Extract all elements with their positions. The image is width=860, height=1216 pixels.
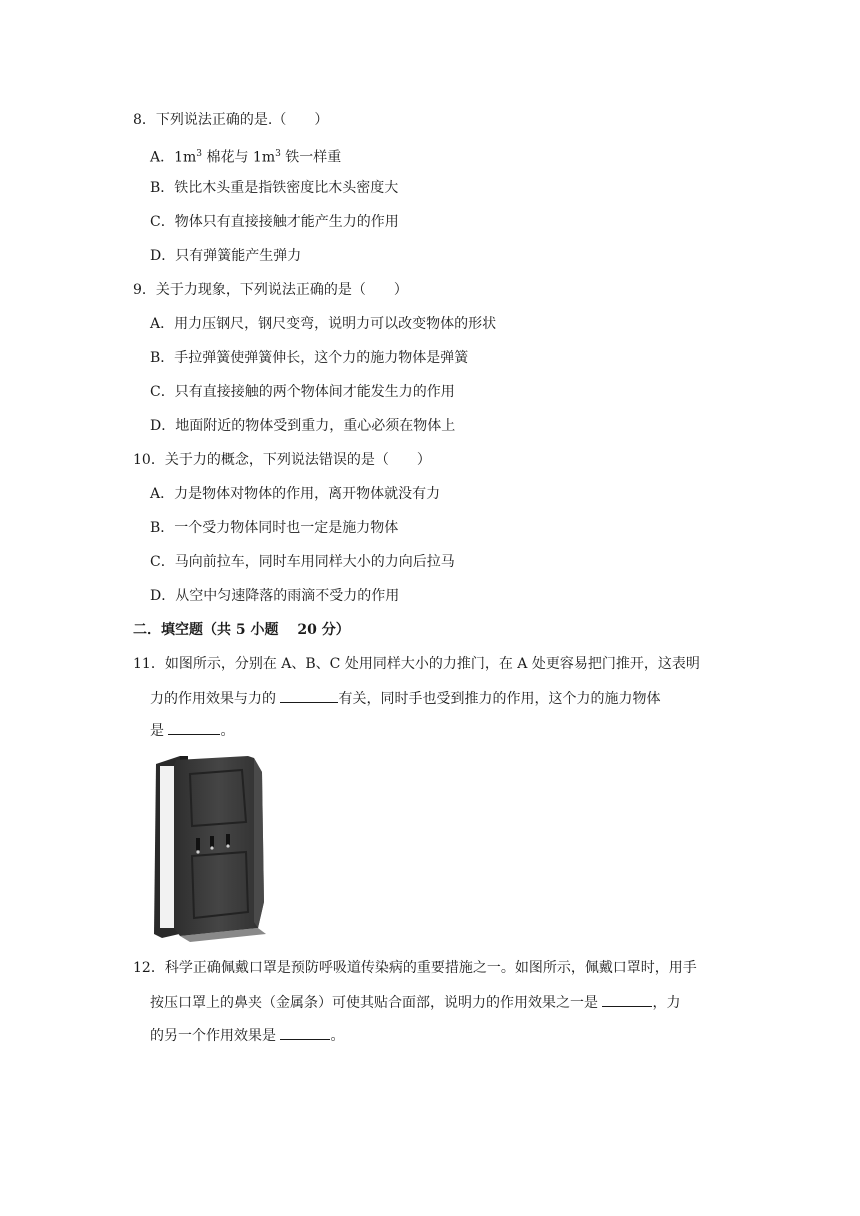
question-11-line-2 — [150, 687, 660, 709]
option-a-text-3: 铁一样重 — [280, 149, 342, 166]
door-illustration — [150, 752, 272, 942]
question-11-text: 力的作用效果与力的 — [150, 691, 281, 707]
question-11-line-3 — [150, 719, 234, 741]
option-a-text-2: 棉花与 1m — [202, 149, 276, 166]
question-10-option-b: B．一个受力物体同时也一定是施力物体 — [150, 520, 399, 536]
question-12-text: ，力 — [652, 995, 681, 1011]
question-11-line-1: 11．如图所示，分别在 A、B、C 处用同样大小的力推门，在 A 处更容易把门推开，这表明 — [133, 656, 700, 672]
question-9-option-a: A．用力压钢尺，钢尺变弯，说明力可以改变物体的形状 — [150, 316, 497, 332]
question-12-text: 。 — [330, 1028, 345, 1044]
superscript-2: 3 — [275, 149, 281, 159]
question-11-text: 。 — [220, 723, 235, 739]
question-9-option-c: C．只有直接接触的两个物体间才能发生力的作用 — [150, 384, 455, 400]
question-8-option-c: C．物体只有直接接触才能产生力的作用 — [150, 214, 399, 230]
answer-blank[interactable] — [168, 719, 220, 735]
question-11-text: 有关，同时手也受到推力的作用，这个力的施力物体 — [338, 691, 661, 707]
superscript-1: 3 — [196, 149, 203, 159]
door-figure — [150, 752, 272, 942]
question-9-stem: 9．关于力现象，下列说法正确的是（ ） — [133, 282, 408, 298]
question-11-text: 是 — [150, 723, 169, 739]
answer-blank[interactable] — [602, 991, 652, 1007]
question-10-stem: 10．关于力的概念，下列说法错误的是（ ） — [133, 452, 431, 468]
answer-blank[interactable] — [280, 1024, 330, 1040]
option-a-text-1: A．1m — [150, 149, 197, 166]
question-10-option-c: C．马向前拉车，同时车用同样大小的力向后拉马 — [150, 554, 455, 570]
question-8-option-a — [150, 144, 341, 168]
question-8-stem: 8．下列说法正确的是.（ ） — [133, 112, 329, 128]
question-12-line-2 — [150, 991, 680, 1013]
answer-blank[interactable] — [280, 687, 338, 703]
door-leaf — [174, 756, 264, 936]
question-10-option-a: A．力是物体对物体的作用，离开物体就没有力 — [150, 486, 441, 502]
question-8-option-b: B．铁比木头重是指铁密度比木头密度大 — [150, 180, 399, 196]
question-12-line-1: 12．科学正确佩戴口罩是预防呼吸道传染病的重要措施之一。如图所示，佩戴口罩时，用手 — [133, 960, 697, 976]
question-12-text: 按压口罩上的鼻夹（金属条）可使其贴合面部，说明力的作用效果之一是 — [150, 995, 603, 1011]
question-9-option-d: D．地面附近的物体受到重力，重心必须在物体上 — [150, 418, 456, 434]
section-heading-fill-in: 二．填空题（共 5 小题 20 分） — [133, 622, 350, 638]
question-9-option-b: B．手拉弹簧使弹簧伸长，这个力的施力物体是弹簧 — [150, 350, 469, 366]
question-12-text: 的另一个作用效果是 — [150, 1028, 281, 1044]
question-10-option-d: D．从空中匀速降落的雨滴不受力的作用 — [150, 588, 400, 604]
question-8-option-d: D．只有弹簧能产生弹力 — [150, 248, 302, 264]
question-12-line-3 — [150, 1024, 344, 1046]
